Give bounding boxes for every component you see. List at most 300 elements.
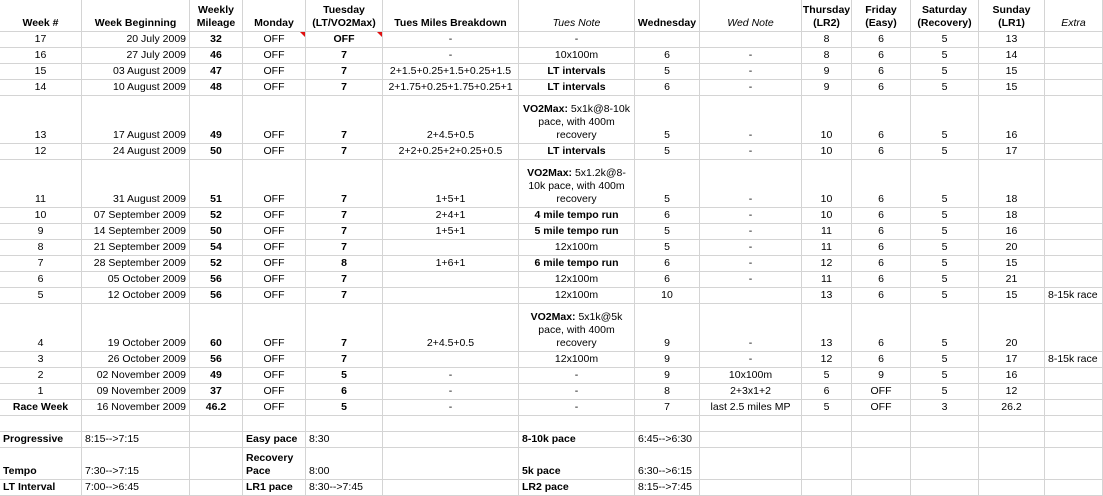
- cell-week[interactable]: 2: [0, 368, 82, 384]
- cell-breakdown[interactable]: -: [383, 32, 519, 48]
- cell-begin[interactable]: 27 July 2009: [82, 48, 190, 64]
- empty-cell[interactable]: [852, 432, 911, 448]
- cell-mon[interactable]: OFF: [243, 384, 306, 400]
- cell-sat[interactable]: 5: [911, 368, 979, 384]
- cell-extra[interactable]: [1045, 400, 1103, 416]
- empty-cell[interactable]: [700, 416, 802, 432]
- cell-tnote[interactable]: 4 mile tempo run: [519, 208, 635, 224]
- empty-cell[interactable]: [383, 448, 519, 480]
- cell-wnote[interactable]: -: [700, 224, 802, 240]
- cell-tnote[interactable]: -: [519, 384, 635, 400]
- cell-mon[interactable]: OFF: [243, 32, 306, 48]
- cell-sun[interactable]: 17: [979, 144, 1045, 160]
- cell-begin[interactable]: 19 October 2009: [82, 304, 190, 352]
- cell-sun[interactable]: 18: [979, 160, 1045, 208]
- cell-extra[interactable]: [1045, 224, 1103, 240]
- cell-sat[interactable]: 5: [911, 288, 979, 304]
- cell-tnote[interactable]: LT intervals: [519, 144, 635, 160]
- column-header-7[interactable]: Wednesday: [635, 0, 700, 32]
- pace-value[interactable]: 7:00-->6:45: [82, 480, 190, 496]
- cell-mon[interactable]: OFF: [243, 144, 306, 160]
- cell-mon[interactable]: OFF: [243, 80, 306, 96]
- pace-label[interactable]: Recovery Pace: [243, 448, 306, 480]
- empty-cell[interactable]: [190, 448, 243, 480]
- cell-wnote[interactable]: -: [700, 48, 802, 64]
- cell-wnote[interactable]: [700, 32, 802, 48]
- cell-sun[interactable]: 20: [979, 240, 1045, 256]
- cell-week[interactable]: 4: [0, 304, 82, 352]
- cell-wnote[interactable]: -: [700, 256, 802, 272]
- cell-mileage[interactable]: 46: [190, 48, 243, 64]
- cell-tnote[interactable]: 6 mile tempo run: [519, 256, 635, 272]
- cell-mileage[interactable]: 51: [190, 160, 243, 208]
- empty-cell[interactable]: [635, 416, 700, 432]
- cell-tue[interactable]: 7: [306, 240, 383, 256]
- empty-cell[interactable]: [1045, 432, 1103, 448]
- cell-extra[interactable]: [1045, 256, 1103, 272]
- cell-breakdown[interactable]: 2+4.5+0.5: [383, 304, 519, 352]
- cell-begin[interactable]: 31 August 2009: [82, 160, 190, 208]
- cell-mon[interactable]: OFF: [243, 96, 306, 144]
- cell-breakdown[interactable]: 1+5+1: [383, 224, 519, 240]
- cell-week[interactable]: 3: [0, 352, 82, 368]
- empty-cell[interactable]: [979, 432, 1045, 448]
- cell-mileage[interactable]: 32: [190, 32, 243, 48]
- cell-breakdown[interactable]: 2+1.75+0.25+1.75+0.25+1: [383, 80, 519, 96]
- cell-week[interactable]: 6: [0, 272, 82, 288]
- cell-begin[interactable]: 20 July 2009: [82, 32, 190, 48]
- cell-week[interactable]: 7: [0, 256, 82, 272]
- empty-cell[interactable]: [802, 480, 852, 496]
- column-header-3[interactable]: Monday: [243, 0, 306, 32]
- cell-begin[interactable]: 07 September 2009: [82, 208, 190, 224]
- cell-mon[interactable]: OFF: [243, 288, 306, 304]
- cell-mileage[interactable]: 49: [190, 96, 243, 144]
- cell-sun[interactable]: 20: [979, 304, 1045, 352]
- cell-tue[interactable]: 7: [306, 80, 383, 96]
- cell-tue[interactable]: 7: [306, 304, 383, 352]
- cell-mileage[interactable]: 50: [190, 224, 243, 240]
- cell-extra[interactable]: [1045, 64, 1103, 80]
- cell-extra[interactable]: [1045, 48, 1103, 64]
- cell-week[interactable]: 14: [0, 80, 82, 96]
- column-header-10[interactable]: Friday (Easy): [852, 0, 911, 32]
- cell-mileage[interactable]: 52: [190, 208, 243, 224]
- cell-thu[interactable]: 12: [802, 256, 852, 272]
- cell-tue[interactable]: 8: [306, 256, 383, 272]
- cell-wnote[interactable]: -: [700, 160, 802, 208]
- empty-cell[interactable]: [700, 448, 802, 480]
- empty-cell[interactable]: [0, 416, 82, 432]
- cell-mileage[interactable]: 47: [190, 64, 243, 80]
- cell-wed[interactable]: 5: [635, 240, 700, 256]
- cell-wed[interactable]: 9: [635, 368, 700, 384]
- cell-begin[interactable]: 12 October 2009: [82, 288, 190, 304]
- cell-tue[interactable]: 7: [306, 224, 383, 240]
- cell-mon[interactable]: OFF: [243, 368, 306, 384]
- empty-cell[interactable]: [802, 432, 852, 448]
- cell-sun[interactable]: 18: [979, 208, 1045, 224]
- pace-value[interactable]: 8:15-->7:45: [635, 480, 700, 496]
- cell-thu[interactable]: 5: [802, 400, 852, 416]
- cell-extra[interactable]: 8-15k race: [1045, 352, 1103, 368]
- cell-tue[interactable]: 5: [306, 400, 383, 416]
- cell-wnote[interactable]: -: [700, 272, 802, 288]
- cell-week[interactable]: 12: [0, 144, 82, 160]
- column-header-11[interactable]: Saturday (Recovery): [911, 0, 979, 32]
- empty-cell[interactable]: [306, 416, 383, 432]
- cell-wed[interactable]: 6: [635, 256, 700, 272]
- cell-wed[interactable]: [635, 32, 700, 48]
- cell-mileage[interactable]: 56: [190, 288, 243, 304]
- cell-wnote[interactable]: -: [700, 64, 802, 80]
- cell-begin[interactable]: 28 September 2009: [82, 256, 190, 272]
- cell-begin[interactable]: 10 August 2009: [82, 80, 190, 96]
- column-header-6[interactable]: Tues Note: [519, 0, 635, 32]
- cell-extra[interactable]: [1045, 160, 1103, 208]
- empty-cell[interactable]: [700, 432, 802, 448]
- cell-begin[interactable]: 02 November 2009: [82, 368, 190, 384]
- cell-wed[interactable]: 5: [635, 96, 700, 144]
- cell-tnote[interactable]: [519, 96, 635, 144]
- cell-sat[interactable]: 5: [911, 256, 979, 272]
- cell-begin[interactable]: 09 November 2009: [82, 384, 190, 400]
- cell-wed[interactable]: 5: [635, 64, 700, 80]
- cell-breakdown[interactable]: [383, 240, 519, 256]
- cell-mileage[interactable]: 37: [190, 384, 243, 400]
- cell-sat[interactable]: 5: [911, 64, 979, 80]
- cell-wnote[interactable]: -: [700, 96, 802, 144]
- cell-sun[interactable]: 12: [979, 384, 1045, 400]
- column-header-13[interactable]: Extra: [1045, 0, 1103, 32]
- cell-breakdown[interactable]: -: [383, 400, 519, 416]
- empty-cell[interactable]: [190, 432, 243, 448]
- cell-mon[interactable]: OFF: [243, 208, 306, 224]
- cell-tue[interactable]: 5: [306, 368, 383, 384]
- cell-tnote[interactable]: -: [519, 400, 635, 416]
- pace-label[interactable]: Tempo: [0, 448, 82, 480]
- cell-wed[interactable]: 5: [635, 144, 700, 160]
- empty-cell[interactable]: [82, 416, 190, 432]
- cell-thu[interactable]: 12: [802, 352, 852, 368]
- empty-cell[interactable]: [911, 432, 979, 448]
- empty-cell[interactable]: [700, 480, 802, 496]
- cell-extra[interactable]: [1045, 32, 1103, 48]
- pace-label[interactable]: Progressive: [0, 432, 82, 448]
- cell-week[interactable]: 9: [0, 224, 82, 240]
- cell-wed[interactable]: 6: [635, 48, 700, 64]
- cell-fri[interactable]: 6: [852, 240, 911, 256]
- empty-cell[interactable]: [979, 448, 1045, 480]
- cell-extra[interactable]: [1045, 368, 1103, 384]
- cell-mileage[interactable]: 56: [190, 272, 243, 288]
- cell-begin[interactable]: 03 August 2009: [82, 64, 190, 80]
- cell-thu[interactable]: 10: [802, 144, 852, 160]
- cell-wed[interactable]: 6: [635, 208, 700, 224]
- empty-cell[interactable]: [383, 480, 519, 496]
- cell-sat[interactable]: 5: [911, 240, 979, 256]
- cell-extra[interactable]: [1045, 80, 1103, 96]
- cell-mon[interactable]: OFF: [243, 304, 306, 352]
- cell-breakdown[interactable]: [383, 352, 519, 368]
- empty-cell[interactable]: [911, 448, 979, 480]
- cell-tnote[interactable]: [519, 160, 635, 208]
- cell-tnote[interactable]: 12x100m: [519, 240, 635, 256]
- cell-tue[interactable]: 7: [306, 64, 383, 80]
- cell-tnote[interactable]: -: [519, 32, 635, 48]
- cell-fri[interactable]: 6: [852, 64, 911, 80]
- cell-wed[interactable]: 5: [635, 224, 700, 240]
- column-header-0[interactable]: Week #: [0, 0, 82, 32]
- cell-sat[interactable]: 5: [911, 144, 979, 160]
- pace-value[interactable]: 8:30: [306, 432, 383, 448]
- cell-wed[interactable]: 10: [635, 288, 700, 304]
- cell-thu[interactable]: 13: [802, 304, 852, 352]
- cell-extra[interactable]: [1045, 96, 1103, 144]
- cell-fri[interactable]: 6: [852, 144, 911, 160]
- cell-sat[interactable]: 3: [911, 400, 979, 416]
- pace-value[interactable]: 8:30-->7:45: [306, 480, 383, 496]
- cell-fri[interactable]: OFF: [852, 400, 911, 416]
- pace-label[interactable]: 8-10k pace: [519, 432, 635, 448]
- cell-begin[interactable]: 17 August 2009: [82, 96, 190, 144]
- cell-thu[interactable]: 5: [802, 368, 852, 384]
- cell-fri[interactable]: 6: [852, 256, 911, 272]
- cell-wnote[interactable]: -: [700, 80, 802, 96]
- cell-breakdown[interactable]: 2+1.5+0.25+1.5+0.25+1.5: [383, 64, 519, 80]
- cell-wnote[interactable]: last 2.5 miles MP: [700, 400, 802, 416]
- cell-begin[interactable]: 24 August 2009: [82, 144, 190, 160]
- cell-fri[interactable]: 6: [852, 48, 911, 64]
- pace-label[interactable]: LT Interval: [0, 480, 82, 496]
- empty-cell[interactable]: [1045, 416, 1103, 432]
- cell-sun[interactable]: 14: [979, 48, 1045, 64]
- cell-breakdown[interactable]: 1+6+1: [383, 256, 519, 272]
- cell-week[interactable]: 17: [0, 32, 82, 48]
- cell-fri[interactable]: 6: [852, 224, 911, 240]
- cell-extra[interactable]: 8-15k race: [1045, 288, 1103, 304]
- cell-tue[interactable]: 7: [306, 208, 383, 224]
- pace-value[interactable]: 8:15-->7:15: [82, 432, 190, 448]
- pace-value[interactable]: 6:45-->6:30: [635, 432, 700, 448]
- empty-cell[interactable]: [979, 480, 1045, 496]
- pace-value[interactable]: 6:30-->6:15: [635, 448, 700, 480]
- cell-thu[interactable]: 9: [802, 80, 852, 96]
- column-header-12[interactable]: Sunday (LR1): [979, 0, 1045, 32]
- cell-mon[interactable]: OFF: [243, 224, 306, 240]
- cell-sat[interactable]: 5: [911, 224, 979, 240]
- cell-thu[interactable]: 6: [802, 384, 852, 400]
- cell-breakdown[interactable]: 2+2+0.25+2+0.25+0.5: [383, 144, 519, 160]
- cell-fri[interactable]: OFF: [852, 384, 911, 400]
- cell-week[interactable]: Race Week: [0, 400, 82, 416]
- cell-sun[interactable]: 15: [979, 80, 1045, 96]
- cell-fri[interactable]: 6: [852, 32, 911, 48]
- cell-breakdown[interactable]: 2+4.5+0.5: [383, 96, 519, 144]
- cell-sun[interactable]: 16: [979, 368, 1045, 384]
- empty-cell[interactable]: [190, 480, 243, 496]
- cell-fri[interactable]: 6: [852, 288, 911, 304]
- cell-sat[interactable]: 5: [911, 80, 979, 96]
- cell-mileage[interactable]: 52: [190, 256, 243, 272]
- cell-wnote[interactable]: -: [700, 352, 802, 368]
- empty-cell[interactable]: [1045, 448, 1103, 480]
- cell-week[interactable]: 10: [0, 208, 82, 224]
- cell-mileage[interactable]: 60: [190, 304, 243, 352]
- cell-mileage[interactable]: 48: [190, 80, 243, 96]
- cell-thu[interactable]: 10: [802, 208, 852, 224]
- cell-mileage[interactable]: 50: [190, 144, 243, 160]
- empty-cell[interactable]: [802, 416, 852, 432]
- pace-value[interactable]: 8:00: [306, 448, 383, 480]
- cell-breakdown[interactable]: -: [383, 384, 519, 400]
- cell-begin[interactable]: 14 September 2009: [82, 224, 190, 240]
- column-header-8[interactable]: Wed Note: [700, 0, 802, 32]
- cell-wed[interactable]: 5: [635, 160, 700, 208]
- cell-thu[interactable]: 8: [802, 32, 852, 48]
- cell-thu[interactable]: 11: [802, 224, 852, 240]
- cell-mileage[interactable]: 54: [190, 240, 243, 256]
- pace-label[interactable]: Easy pace: [243, 432, 306, 448]
- cell-mon[interactable]: OFF: [243, 48, 306, 64]
- cell-wnote[interactable]: [700, 288, 802, 304]
- cell-sat[interactable]: 5: [911, 160, 979, 208]
- cell-extra[interactable]: [1045, 384, 1103, 400]
- cell-fri[interactable]: 6: [852, 352, 911, 368]
- empty-cell[interactable]: [911, 480, 979, 496]
- cell-tue[interactable]: 7: [306, 144, 383, 160]
- cell-fri[interactable]: 6: [852, 80, 911, 96]
- cell-sun[interactable]: 15: [979, 288, 1045, 304]
- cell-mileage[interactable]: 46.2: [190, 400, 243, 416]
- pace-label[interactable]: 5k pace: [519, 448, 635, 480]
- cell-breakdown[interactable]: 1+5+1: [383, 160, 519, 208]
- cell-thu[interactable]: 10: [802, 96, 852, 144]
- empty-cell[interactable]: [852, 480, 911, 496]
- cell-begin[interactable]: 21 September 2009: [82, 240, 190, 256]
- cell-sun[interactable]: 26.2: [979, 400, 1045, 416]
- empty-cell[interactable]: [852, 448, 911, 480]
- cell-week[interactable]: 8: [0, 240, 82, 256]
- cell-tnote[interactable]: -: [519, 368, 635, 384]
- cell-sat[interactable]: 5: [911, 96, 979, 144]
- cell-tnote[interactable]: 10x100m: [519, 48, 635, 64]
- cell-wnote[interactable]: 10x100m: [700, 368, 802, 384]
- cell-sun[interactable]: 16: [979, 96, 1045, 144]
- cell-breakdown[interactable]: [383, 288, 519, 304]
- cell-breakdown[interactable]: [383, 272, 519, 288]
- cell-wnote[interactable]: -: [700, 240, 802, 256]
- cell-thu[interactable]: 11: [802, 272, 852, 288]
- cell-fri[interactable]: 6: [852, 160, 911, 208]
- empty-cell[interactable]: [852, 416, 911, 432]
- cell-mon[interactable]: OFF: [243, 272, 306, 288]
- cell-mileage[interactable]: 56: [190, 352, 243, 368]
- cell-wnote[interactable]: -: [700, 304, 802, 352]
- cell-extra[interactable]: [1045, 304, 1103, 352]
- cell-week[interactable]: 11: [0, 160, 82, 208]
- pace-value[interactable]: 7:30-->7:15: [82, 448, 190, 480]
- cell-extra[interactable]: [1045, 240, 1103, 256]
- cell-tnote[interactable]: [519, 304, 635, 352]
- cell-sat[interactable]: 5: [911, 272, 979, 288]
- cell-wed[interactable]: 9: [635, 304, 700, 352]
- cell-tue[interactable]: 7: [306, 160, 383, 208]
- pace-label[interactable]: LR1 pace: [243, 480, 306, 496]
- empty-cell[interactable]: [911, 416, 979, 432]
- cell-week[interactable]: 13: [0, 96, 82, 144]
- cell-tnote[interactable]: 12x100m: [519, 272, 635, 288]
- cell-tnote[interactable]: LT intervals: [519, 64, 635, 80]
- cell-wed[interactable]: 6: [635, 80, 700, 96]
- pace-label[interactable]: LR2 pace: [519, 480, 635, 496]
- empty-cell[interactable]: [802, 448, 852, 480]
- column-header-5[interactable]: Tues Miles Breakdown: [383, 0, 519, 32]
- cell-week[interactable]: 16: [0, 48, 82, 64]
- cell-thu[interactable]: 11: [802, 240, 852, 256]
- cell-fri[interactable]: 6: [852, 208, 911, 224]
- cell-sat[interactable]: 5: [911, 32, 979, 48]
- empty-cell[interactable]: [190, 416, 243, 432]
- cell-week[interactable]: 5: [0, 288, 82, 304]
- cell-sat[interactable]: 5: [911, 48, 979, 64]
- empty-cell[interactable]: [383, 416, 519, 432]
- cell-tnote[interactable]: LT intervals: [519, 80, 635, 96]
- cell-wnote[interactable]: 2+3x1+2: [700, 384, 802, 400]
- cell-sun[interactable]: 21: [979, 272, 1045, 288]
- cell-wnote[interactable]: -: [700, 144, 802, 160]
- empty-cell[interactable]: [979, 416, 1045, 432]
- cell-tue[interactable]: 7: [306, 272, 383, 288]
- cell-mon[interactable]: OFF: [243, 352, 306, 368]
- cell-breakdown[interactable]: -: [383, 368, 519, 384]
- empty-cell[interactable]: [1045, 480, 1103, 496]
- empty-cell[interactable]: [243, 416, 306, 432]
- cell-extra[interactable]: [1045, 272, 1103, 288]
- cell-thu[interactable]: 13: [802, 288, 852, 304]
- cell-tue[interactable]: OFF: [306, 32, 383, 48]
- cell-tue[interactable]: 7: [306, 288, 383, 304]
- cell-sun[interactable]: 15: [979, 64, 1045, 80]
- cell-extra[interactable]: [1045, 144, 1103, 160]
- cell-begin[interactable]: 16 November 2009: [82, 400, 190, 416]
- column-header-4[interactable]: Tuesday (LT/VO2Max): [306, 0, 383, 32]
- column-header-9[interactable]: Thursday (LR2): [802, 0, 852, 32]
- cell-tnote[interactable]: 12x100m: [519, 352, 635, 368]
- cell-wnote[interactable]: -: [700, 208, 802, 224]
- cell-fri[interactable]: 9: [852, 368, 911, 384]
- cell-tnote[interactable]: 12x100m: [519, 288, 635, 304]
- empty-cell[interactable]: [519, 416, 635, 432]
- cell-wed[interactable]: 7: [635, 400, 700, 416]
- cell-fri[interactable]: 6: [852, 96, 911, 144]
- cell-sun[interactable]: 13: [979, 32, 1045, 48]
- empty-cell[interactable]: [383, 432, 519, 448]
- cell-tnote[interactable]: 5 mile tempo run: [519, 224, 635, 240]
- cell-wed[interactable]: 9: [635, 352, 700, 368]
- cell-fri[interactable]: 6: [852, 272, 911, 288]
- cell-extra[interactable]: [1045, 208, 1103, 224]
- cell-thu[interactable]: 9: [802, 64, 852, 80]
- cell-tue[interactable]: 6: [306, 384, 383, 400]
- cell-thu[interactable]: 10: [802, 160, 852, 208]
- cell-tue[interactable]: 7: [306, 352, 383, 368]
- cell-wed[interactable]: 6: [635, 272, 700, 288]
- cell-begin[interactable]: 05 October 2009: [82, 272, 190, 288]
- cell-mon[interactable]: OFF: [243, 160, 306, 208]
- cell-week[interactable]: 1: [0, 384, 82, 400]
- cell-sun[interactable]: 15: [979, 256, 1045, 272]
